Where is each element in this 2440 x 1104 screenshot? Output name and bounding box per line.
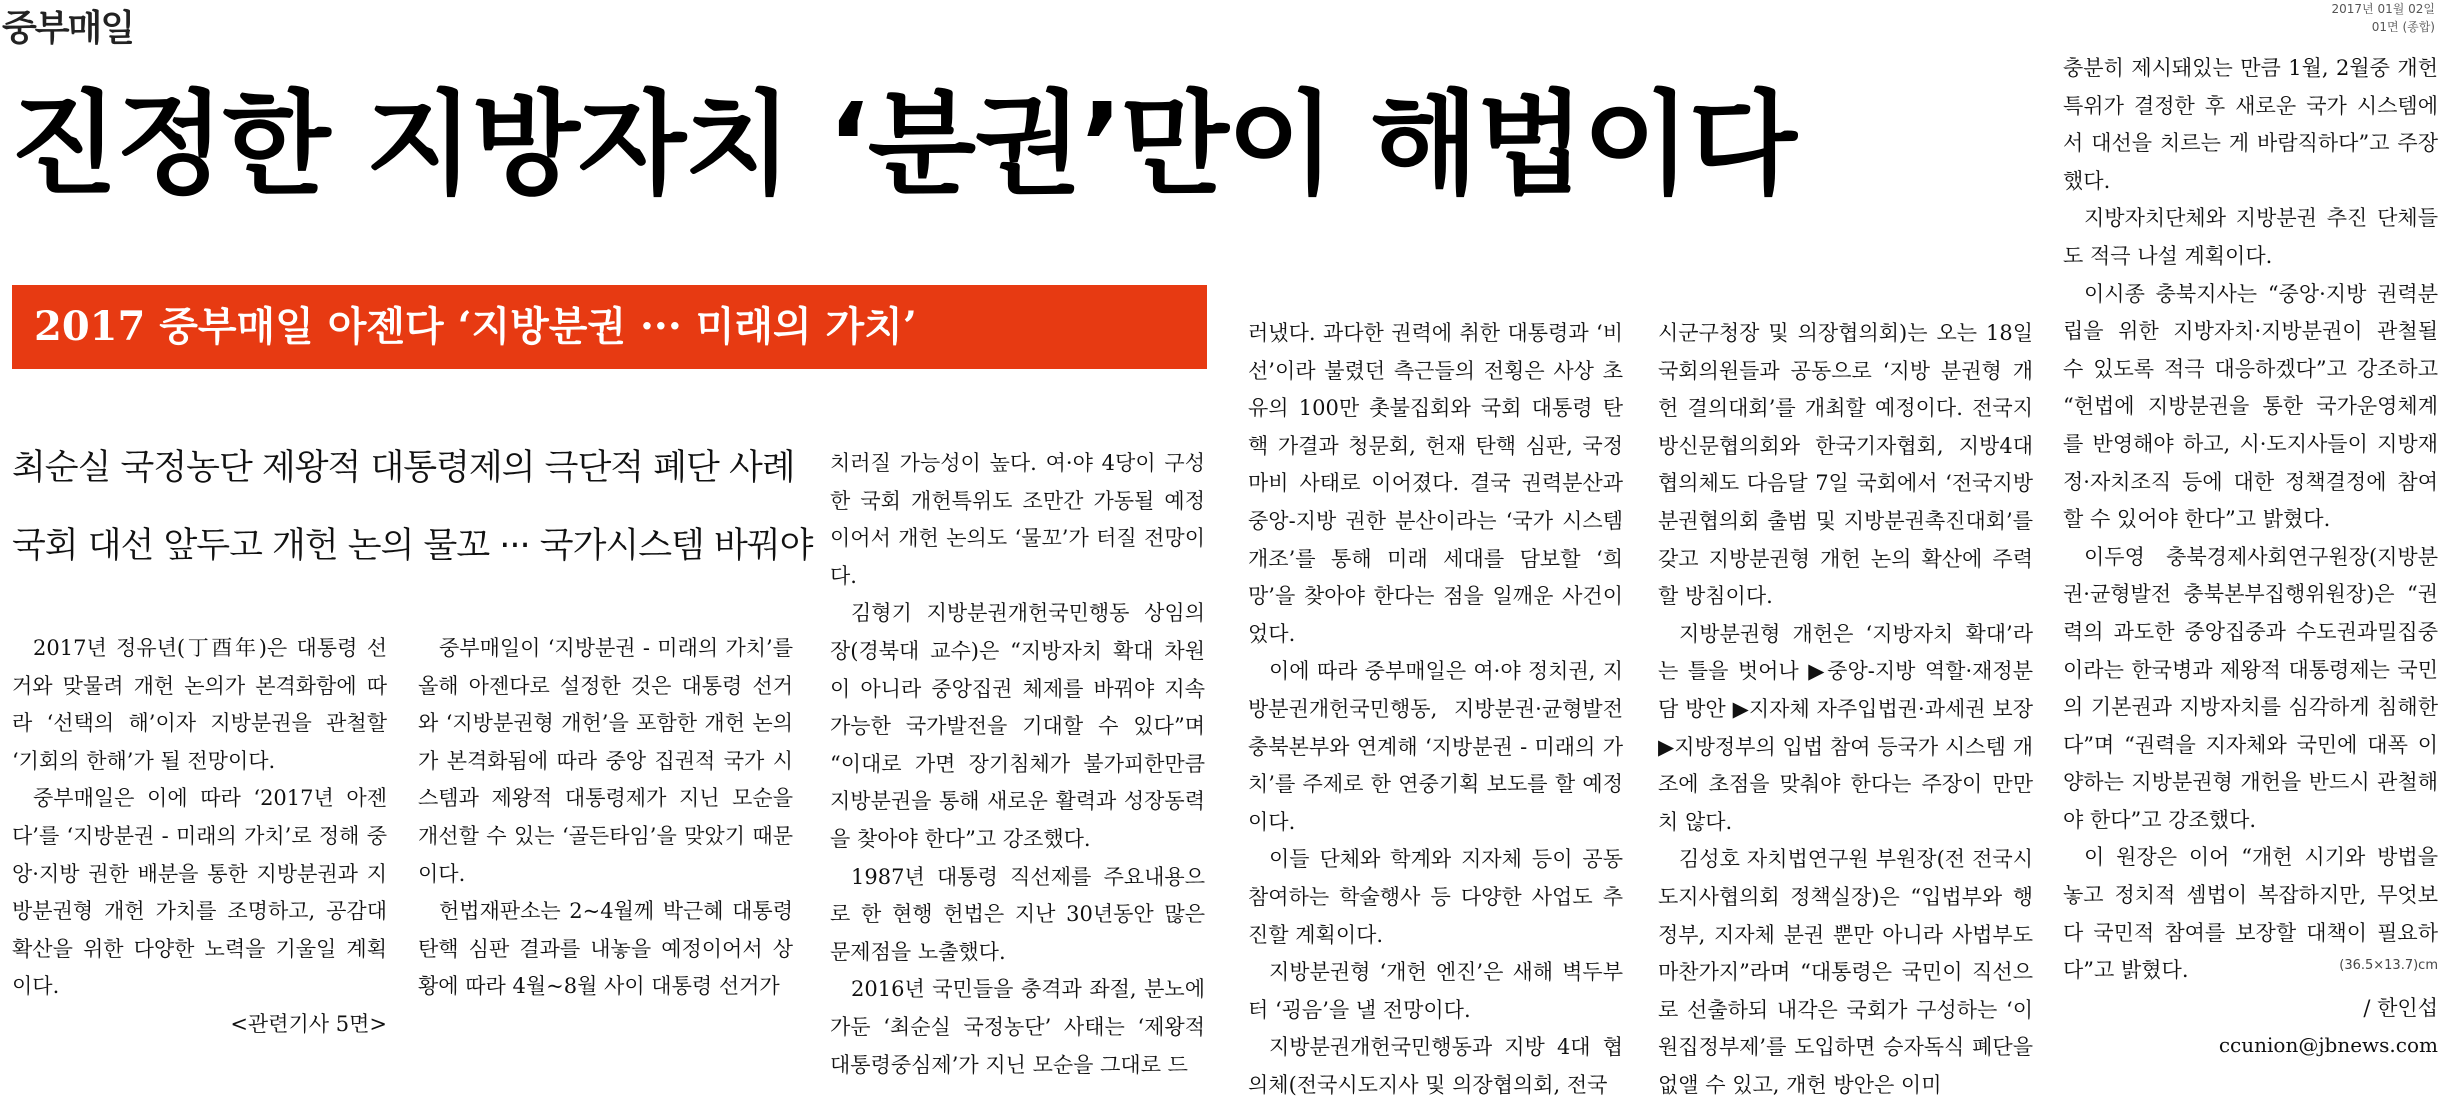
article-column-1 — [12, 630, 387, 1036]
paragraph: 이두영 충북경제사회연구원장(지방분권·균형발전 충북본부집행위원장)은 “권력의 과도한 중앙집중과 수도권과밀집중이라는 한국병과 제왕적 대통령제는 국민의 기본권과 지방자치를 심각하게 침해한다”며 “권력을 지자체와 국민에 대폭 이양하는 지방분권형 개헌을 반드시 관철해야 한다”고 강조했다. — [2063, 544, 2438, 832]
paragraph: 중부매일은 이에 따라 ‘2017년 아젠다’를 ‘지방분권 - 미래의 가치’로 정해 중앙·지방 권한 배분을 통한 지방분권과 지방분권형 개헌 가치를 조명하고, 공감대 확산을 위한 다양한 노력을 기울일 계획이다. — [12, 786, 387, 999]
paragraph: 2016년 국민들을 충격과 좌절, 분노에 가둔 ‘최순실 국정농단’ 사태는 ‘제왕적 대통령중심제’가 지닌 모순을 그대로 드 — [830, 977, 1205, 1077]
paragraph: 김형기 지방분권개헌국민행동 상임의장(경북대 교수)은 “지방자치 확대 차원이 아니라 중앙집권 체제를 바꿔야 지속가능한 국가발전을 기대할 수 있다”며 “이대로 가면 장기침체가 불가피한만큼 지방분권을 통해 새로운 활력과 성장동력을 찾아야 한다”고 강조했다. — [830, 601, 1205, 851]
paragraph: 김성호 자치법연구원 부원장(전 전국시도지사협의회 정책실장)은 “입법부와 행정부, 지자체 분권 뿐만 아니라 사법부도 마찬가지”라며 “대통령은 국민이 직선으로 선출하되 내각은 국회가 구성하는 ‘이원집정부제’를 도입하면 승자독식 폐단을 없앨 수 있고, 개헌 방안은 이미 — [1658, 847, 2033, 1097]
paragraph: 시군구청장 및 의장협의회)는 오는 18일 국회의원들과 공동으로 ‘지방 분권형 개헌 결의대회’를 개최할 예정이다. 전국지방신문협의회와 한국기자협회, 지방4대 협의체도 다음달 7일 국회에서 ‘전국지방분권협의회 출범 및 지방분권촉진대회’를 갖고 지방분권형 개헌 논의 확산에 주력할 방침이다. — [1658, 321, 2033, 609]
author-email[interactable]: ccunion@jbnews.com — [2218, 1033, 2438, 1058]
subheadline-1: 최순실 국정농단 제왕적 대통령제의 극단적 폐단 사례 — [12, 448, 795, 488]
paragraph: 이들 단체와 학계와 지자체 등이 공동 참여하는 학술행사 등 다양한 사업도 추진할 계획이다. — [1248, 847, 1623, 947]
paragraph: 이 원장은 이어 “개헌 시기와 방법을 놓고 정치적 셈법이 복잡하지만, 무엇보다 국민적 참여를 보장할 대책이 필요하다”고 밝혔다. — [2063, 845, 2438, 983]
paragraph: 지방분권형 개헌은 ‘지방자치 확대’라는 틀을 벗어나 ▶중앙-지방 역할·재정분담 방안 ▶지자체 자주입법권·과세권 보장 ▶지방정부의 입법 참여 등국가 시스템 개조에 초점을 맞춰야 한다는 주장이 만만치 않다. — [1658, 621, 2033, 834]
article-column-3 — [830, 445, 1205, 1077]
author-byline: / 한인섭 — [2363, 995, 2438, 1020]
paragraph: 이시종 충북지사는 “중앙·지방 권력분립을 위한 지방자치·지방분권이 관철될 수 있도록 적극 대응하겠다”고 강조하고 “헌법에 지방분권을 통한 국가운영체계를 반영해야 하고, 시·도지사들이 지방재정·자치조직 등에 대한 정책결정에 참여할 수 있어야 한다”고 밝혔다. — [2063, 281, 2438, 532]
subheadline-2: 국회 대선 앞두고 개헌 논의 물꼬 ··· 국가시스템 바꿔야 — [12, 526, 813, 566]
paragraph: 지방분권개헌국민행동과 지방 4대 협의체(전국시도지사 및 의장협의회, 전국 — [1248, 1035, 1623, 1097]
paragraph: 충분히 제시돼있는 만큼 1월, 2월중 개헌특위가 결정한 후 새로운 국가 시스템에서 대선을 치르는 게 바람직하다”고 주장했다. — [2063, 56, 2438, 193]
related-article-link[interactable]: <관련기사 5면> — [230, 1011, 387, 1036]
page-label: 01면 (종합) — [2371, 20, 2435, 34]
paragraph: 치러질 가능성이 높다. 여·야 4당이 구성한 국회 개헌특위도 조만간 가동될 예정이어서 개헌 논의도 ‘물꼬’가 터질 전망이다. — [830, 451, 1205, 588]
paragraph: 헌법재판소는 2~4월께 박근혜 대통령 탄핵 심판 결과를 내놓을 예정이어서 상황에 따라 4월~8월 사이 대통령 선거가 — [418, 899, 793, 999]
article-headline: 진정한 지방자치 ‘분권’만이 해법이다 — [10, 80, 1795, 210]
paragraph: 지방분권형 ‘개헌 엔진’은 새해 벽두부터 ‘굉음’을 낼 전망이다. — [1248, 960, 1623, 1022]
paragraph: 2017년 정유년(丁酉年)은 대통령 선거와 맞물려 개헌 논의가 본격화함에 따라 ‘선택의 해’이자 지방분권을 관철할 ‘기회의 한해’가 될 전망이다. — [12, 636, 387, 773]
paragraph: 1987년 대통령 직선제를 주요내용으로 한 현행 헌법은 지난 30년동안 많은 문제점을 노출했다. — [830, 864, 1205, 964]
paragraph: 이에 따라 중부매일은 여·야 정치권, 지방분권개헌국민행동, 지방분권·균형발전 충북본부와 연계해 ‘지방분권 - 미래의 가치’를 주제로 한 연중기획 보도를 할 예정이다. — [1248, 659, 1623, 834]
article-column-4 — [1248, 315, 1623, 1097]
paragraph: 중부매일이 ‘지방분권 - 미래의 가치’를 올해 아젠다로 설정한 것은 대통령 선거와 ‘지방분권형 개헌’을 포함한 개헌 논의가 본격화됨에 따라 중앙 집권적 국가 시스템과 제왕적 대통령제가 지닌 모순을 개선할 수 있는 ‘골든타임’을 맞았기 때문이다. — [418, 636, 793, 886]
newspaper-logo: 중부매일 — [2, 8, 134, 49]
paragraph: 러냈다. 과다한 권력에 취한 대통령과 ‘비선’이라 불렸던 측근들의 전횡은 사상 초유의 100만 촛불집회와 국회 대통령 탄핵 가결과 청문회, 헌재 탄핵 심판, 국정 마비 사태로 이어졌다. 결국 권력분산과 중앙-지방 권한 분산이라는 ‘국가 시스템 개조’를 통해 미래 세대를 담보할 ‘희망’을 찾아야 한다는 점을 일깨운 사건이었다. — [1248, 321, 1623, 646]
article-size-note: (36.5×13.7)cm — [2339, 958, 2438, 973]
article-column-2 — [418, 630, 793, 999]
paragraph: 지방자치단체와 지방분권 추진 단체들도 적극 나설 계획이다. — [2063, 206, 2438, 268]
article-column-5 — [1658, 315, 2033, 1097]
publication-date: 2017년 01월 02일 — [2331, 2, 2435, 16]
agenda-banner: 2017 중부매일 아젠다 ‘지방분권 ··· 미래의 가치’ — [12, 285, 1207, 369]
publication-meta — [2290, 0, 2435, 36]
